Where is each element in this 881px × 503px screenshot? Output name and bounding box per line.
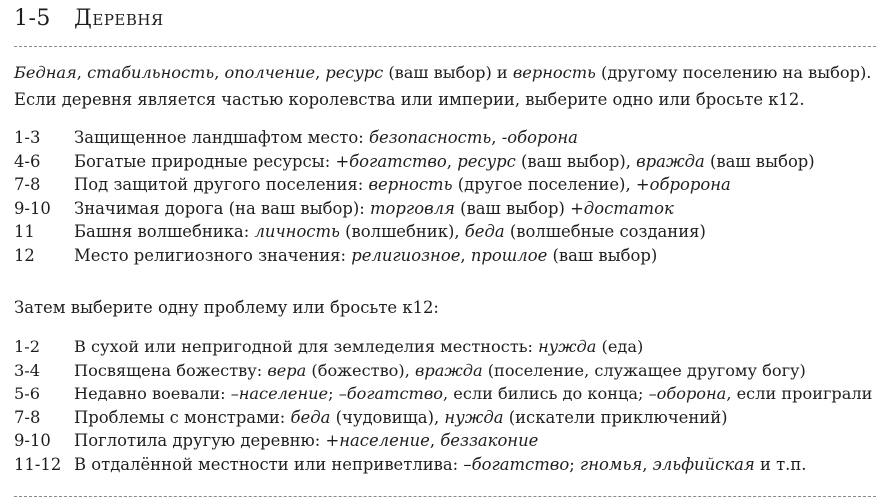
row-text [74, 244, 657, 268]
roll-range: 11-12 [14, 454, 62, 474]
tag-text: +богатство [335, 151, 447, 171]
row-segment: (искатели приключений) [503, 407, 728, 427]
tag-text: торговля [370, 198, 455, 218]
row-text [74, 150, 815, 174]
tag-text: +обророна [635, 175, 731, 195]
roll-range: 5-6 [14, 384, 41, 404]
tag-text: нужда [538, 337, 597, 356]
row-segment: Проблемы с монстрами: [74, 407, 291, 427]
roll-range: 1-3 [14, 128, 41, 147]
intro-line-1 [14, 59, 871, 86]
intro-paragraph [14, 59, 871, 113]
roll-range: 12 [14, 245, 35, 265]
roll-range: 7-8 [14, 175, 41, 195]
tag-text: религиозное [351, 245, 461, 265]
tag-text: +население [325, 431, 430, 451]
table-row [14, 335, 872, 359]
row-segment: (волшебные создания) [504, 222, 706, 242]
tag-text: ополчение [224, 63, 316, 82]
tag-text: стабильность [87, 63, 215, 82]
tag-text: +достаток [570, 198, 674, 218]
table-row [14, 453, 872, 477]
row-segment: Недавно воевали: [74, 384, 231, 404]
row-segment: (божество), [306, 360, 415, 380]
row-segment: Башня волшебника: [74, 222, 255, 242]
row-segment: (другое поселение), [452, 175, 636, 195]
roll-range: 11 [14, 222, 35, 242]
row-segment: Поглотила другую деревню: [74, 431, 326, 451]
tag-text: верность [368, 175, 453, 195]
tag-text: ресурс [457, 151, 516, 171]
row-segment: (ваш выбор) [454, 198, 571, 218]
row-segment: Место религиозного значения: [74, 245, 352, 265]
row-segment: (чудовища), [330, 407, 445, 427]
table-row [14, 382, 872, 406]
tag-text: беда [464, 222, 505, 242]
row-segment: , если бились до конца; [443, 384, 649, 404]
row-segment: ; [569, 454, 580, 474]
header-divider [14, 46, 876, 47]
intro-text: (другому поселению на выбор). [595, 63, 872, 82]
tag-text: -оборона [501, 128, 578, 147]
tag-text: верность [512, 63, 596, 82]
intro-text: , [76, 63, 88, 82]
table-row [14, 150, 815, 174]
row-segment: Защищенное ландшафтом место: [74, 128, 369, 147]
table-row [14, 429, 872, 453]
row-segment: Богатые природные ресурсы: [74, 151, 336, 171]
table-row [14, 197, 815, 221]
roll-range: 9-10 [14, 198, 51, 218]
intro-text: (ваш выбор) и [383, 63, 513, 82]
tag-text: безопасность [368, 128, 492, 147]
row-text [74, 173, 731, 197]
footer-divider [14, 496, 876, 497]
tag-text: гномья [579, 454, 643, 474]
row-segment: , если проиграли [726, 384, 873, 404]
section-title: Деревня [74, 6, 164, 31]
table-row [14, 359, 872, 383]
tag-text: –население [230, 384, 329, 404]
roll-range: 7-8 [14, 407, 41, 427]
row-segment: Посвящена божеству: [74, 360, 268, 380]
row-text [74, 359, 806, 383]
row-segment: Значимая дорога (на ваш выбор): [74, 198, 371, 218]
tag-text: вражда [636, 151, 705, 171]
row-segment: (поселение, служащее другому богу) [482, 360, 806, 380]
row-segment: (ваш выбор) [547, 245, 658, 265]
section-number: 1-5 [14, 6, 51, 31]
row-segment: , [429, 431, 441, 451]
section-header [14, 6, 164, 38]
tag-text: ресурс [325, 63, 384, 82]
row-text [74, 197, 674, 221]
roll-range: 9-10 [14, 431, 51, 451]
row-text [74, 220, 706, 244]
tag-text: эльфийская [652, 454, 755, 474]
row-text [74, 382, 872, 406]
row-text [74, 453, 807, 477]
table-row [14, 220, 815, 244]
row-segment: и т.п. [754, 454, 807, 474]
row-segment: В сухой или непригодной для земледелия местность: [74, 337, 539, 356]
location-table [14, 126, 815, 268]
table-row [14, 173, 815, 197]
roll-range: 3-4 [14, 360, 41, 380]
intro-text: , [214, 63, 225, 82]
row-text [74, 406, 728, 430]
row-segment: (ваш выбор), [515, 151, 637, 171]
tag-text: вера [267, 360, 307, 380]
roll-range: 4-6 [14, 151, 41, 171]
tag-text: беда [290, 407, 331, 427]
table-row [14, 244, 815, 268]
row-segment: (ваш выбор) [704, 151, 815, 171]
tag-text: –богатство [338, 384, 443, 404]
intro-line-2: Если деревня является частью королевства или империи, выберите одно или бросьте к12. [14, 90, 805, 109]
row-segment: , [446, 151, 458, 171]
tag-text: вражда [414, 360, 483, 380]
roll-range: 1-2 [14, 337, 41, 356]
problem-prompt: Затем выберите одну проблему или бросьте к12: [14, 298, 439, 317]
row-text [74, 126, 578, 150]
row-text [74, 335, 643, 359]
row-segment: В отдалённой местности или неприветлива: [74, 454, 464, 474]
tag-text: Бедная [14, 63, 77, 82]
row-segment: , [491, 128, 502, 147]
table-row [14, 406, 872, 430]
row-segment: , [642, 454, 653, 474]
tag-text: прошлое [470, 245, 548, 265]
tag-text: личность [254, 222, 340, 242]
row-segment: ; [328, 384, 339, 404]
row-segment: (еда) [596, 337, 644, 356]
table-row [14, 126, 815, 150]
row-segment: , [460, 245, 471, 265]
problem-table [14, 335, 872, 477]
tag-text: –оборона [648, 384, 727, 404]
row-segment: Под защитой другого поселения: [74, 175, 369, 195]
tag-text: беззаконие [440, 431, 539, 451]
row-text [74, 429, 538, 453]
tag-text: нужда [444, 407, 504, 427]
intro-text: , [315, 63, 326, 82]
tag-text: –богатство [463, 454, 570, 474]
row-segment: (волшебник), [339, 222, 465, 242]
